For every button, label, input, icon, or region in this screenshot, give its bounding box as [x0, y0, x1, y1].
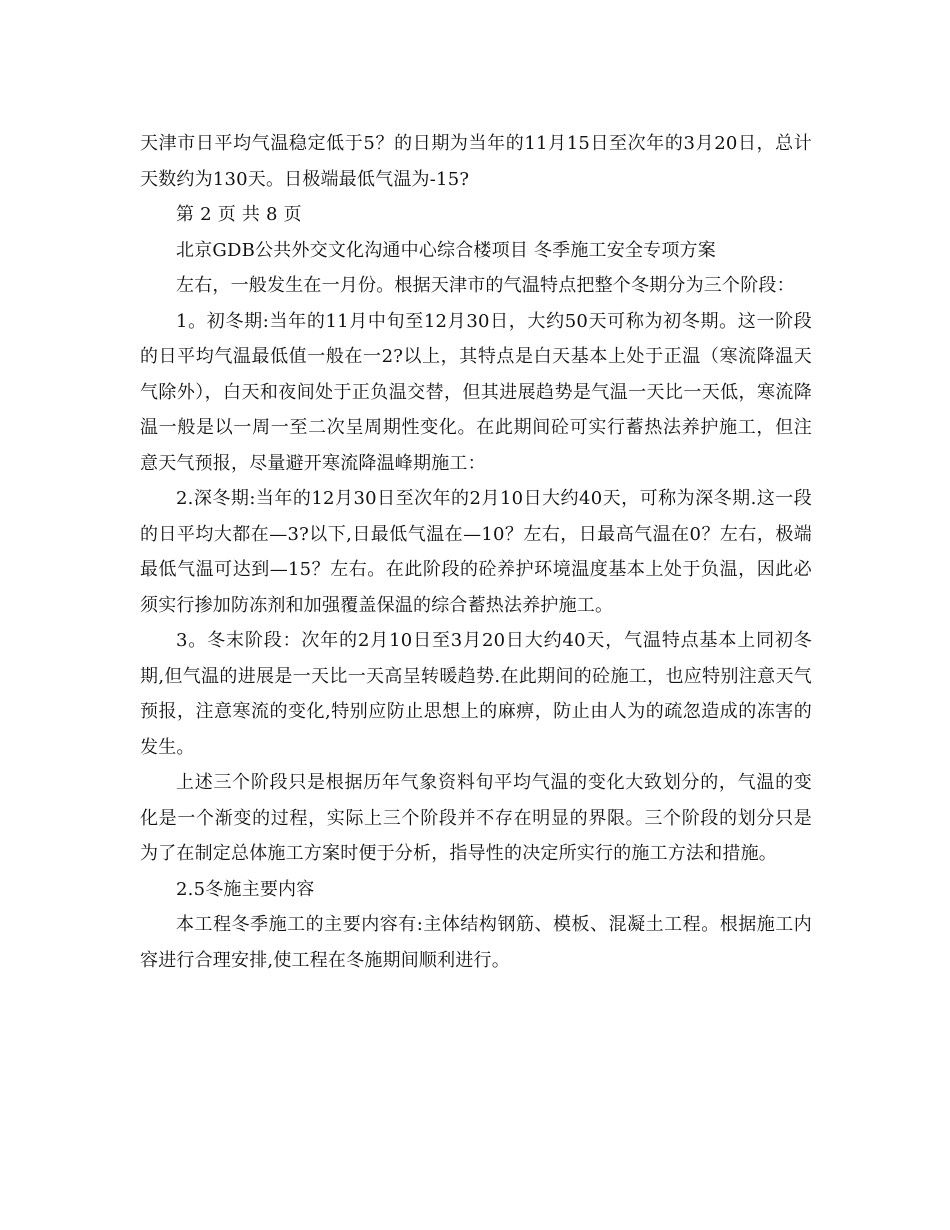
paragraph-stage-summary: 上述三个阶段只是根据历年气象资料旬平均气温的变化大致划分的，气温的变化是一个渐变的过程，实际上三个阶段并不存在明显的界限。三个阶段的划分只是为了在制定总体施工方案时便于分析，指导性的决定所实行的施工方法和措施。: [140, 772, 812, 864]
page-footer: 第 2 页 共 8 页: [176, 204, 302, 225]
document-body: [140, 126, 812, 978]
section-heading: 2.5冬施主要内容: [176, 878, 315, 900]
paragraph-temperature-intro: 天津市日平均气温稳定低于5？的日期为当年的11月15日至次年的3月20日，总计天数约为130天。日极端最低气温为-15?: [140, 133, 812, 190]
paragraph-early-winter: 1。初冬期:当年的11月中旬至12月30日，大约50天可称为初冬期。这一阶段的日平均气温最低值一般在一2?以上，其特点是白天基本上处于正温（寒流降温天气除外），白天和夜间处于正负温交替，但其进展趋势是气温一天比一天低，寒流降温一般是以一周一至二次呈周期性变化。在此期间砼可实行蓄热法养护施工，但注意天气预报，尽量避开寒流降温峰期施工：: [140, 310, 812, 474]
paragraph-deep-winter: 2.深冬期:当年的12月30日至次年的2月10日大约40天，可称为深冬期.这一段的日平均大都在—3?以下,日最低气温在—10？左右，日最高气温在0？左右，极端最低气温可达到—15？左右。在此阶段的砼养护环境温度基本上处于负温，因此必须实行掺加防冻剂和加强覆盖保温的综合蓄热法养护施工。: [140, 488, 812, 616]
paragraph-three-stages: 左右，一般发生在一月份。根据天津市的气温特点把整个冬期分为三个阶段：: [176, 275, 795, 296]
paragraph-main-content: 本工程冬季施工的主要内容有:主体结构钢筋、模板、混凝土工程。根据施工内容进行合理安排,使工程在冬施期间顺利进行。: [140, 914, 812, 971]
page-header: 北京GDB公共外交文化沟通中心综合楼项目 冬季施工安全专项方案: [176, 239, 716, 261]
paragraph-late-winter: 3。冬末阶段：次年的2月10日至3月20日大约40天，气温特点基本上同初冬期,但气温的进展是一天比一天高呈转暖趋势.在此期间的砼施工，也应特别注意天气预报，注意寒流的变化,特别应防止思想上的麻痹，防止由人为的疏忽造成的冻害的发生。: [140, 630, 812, 758]
